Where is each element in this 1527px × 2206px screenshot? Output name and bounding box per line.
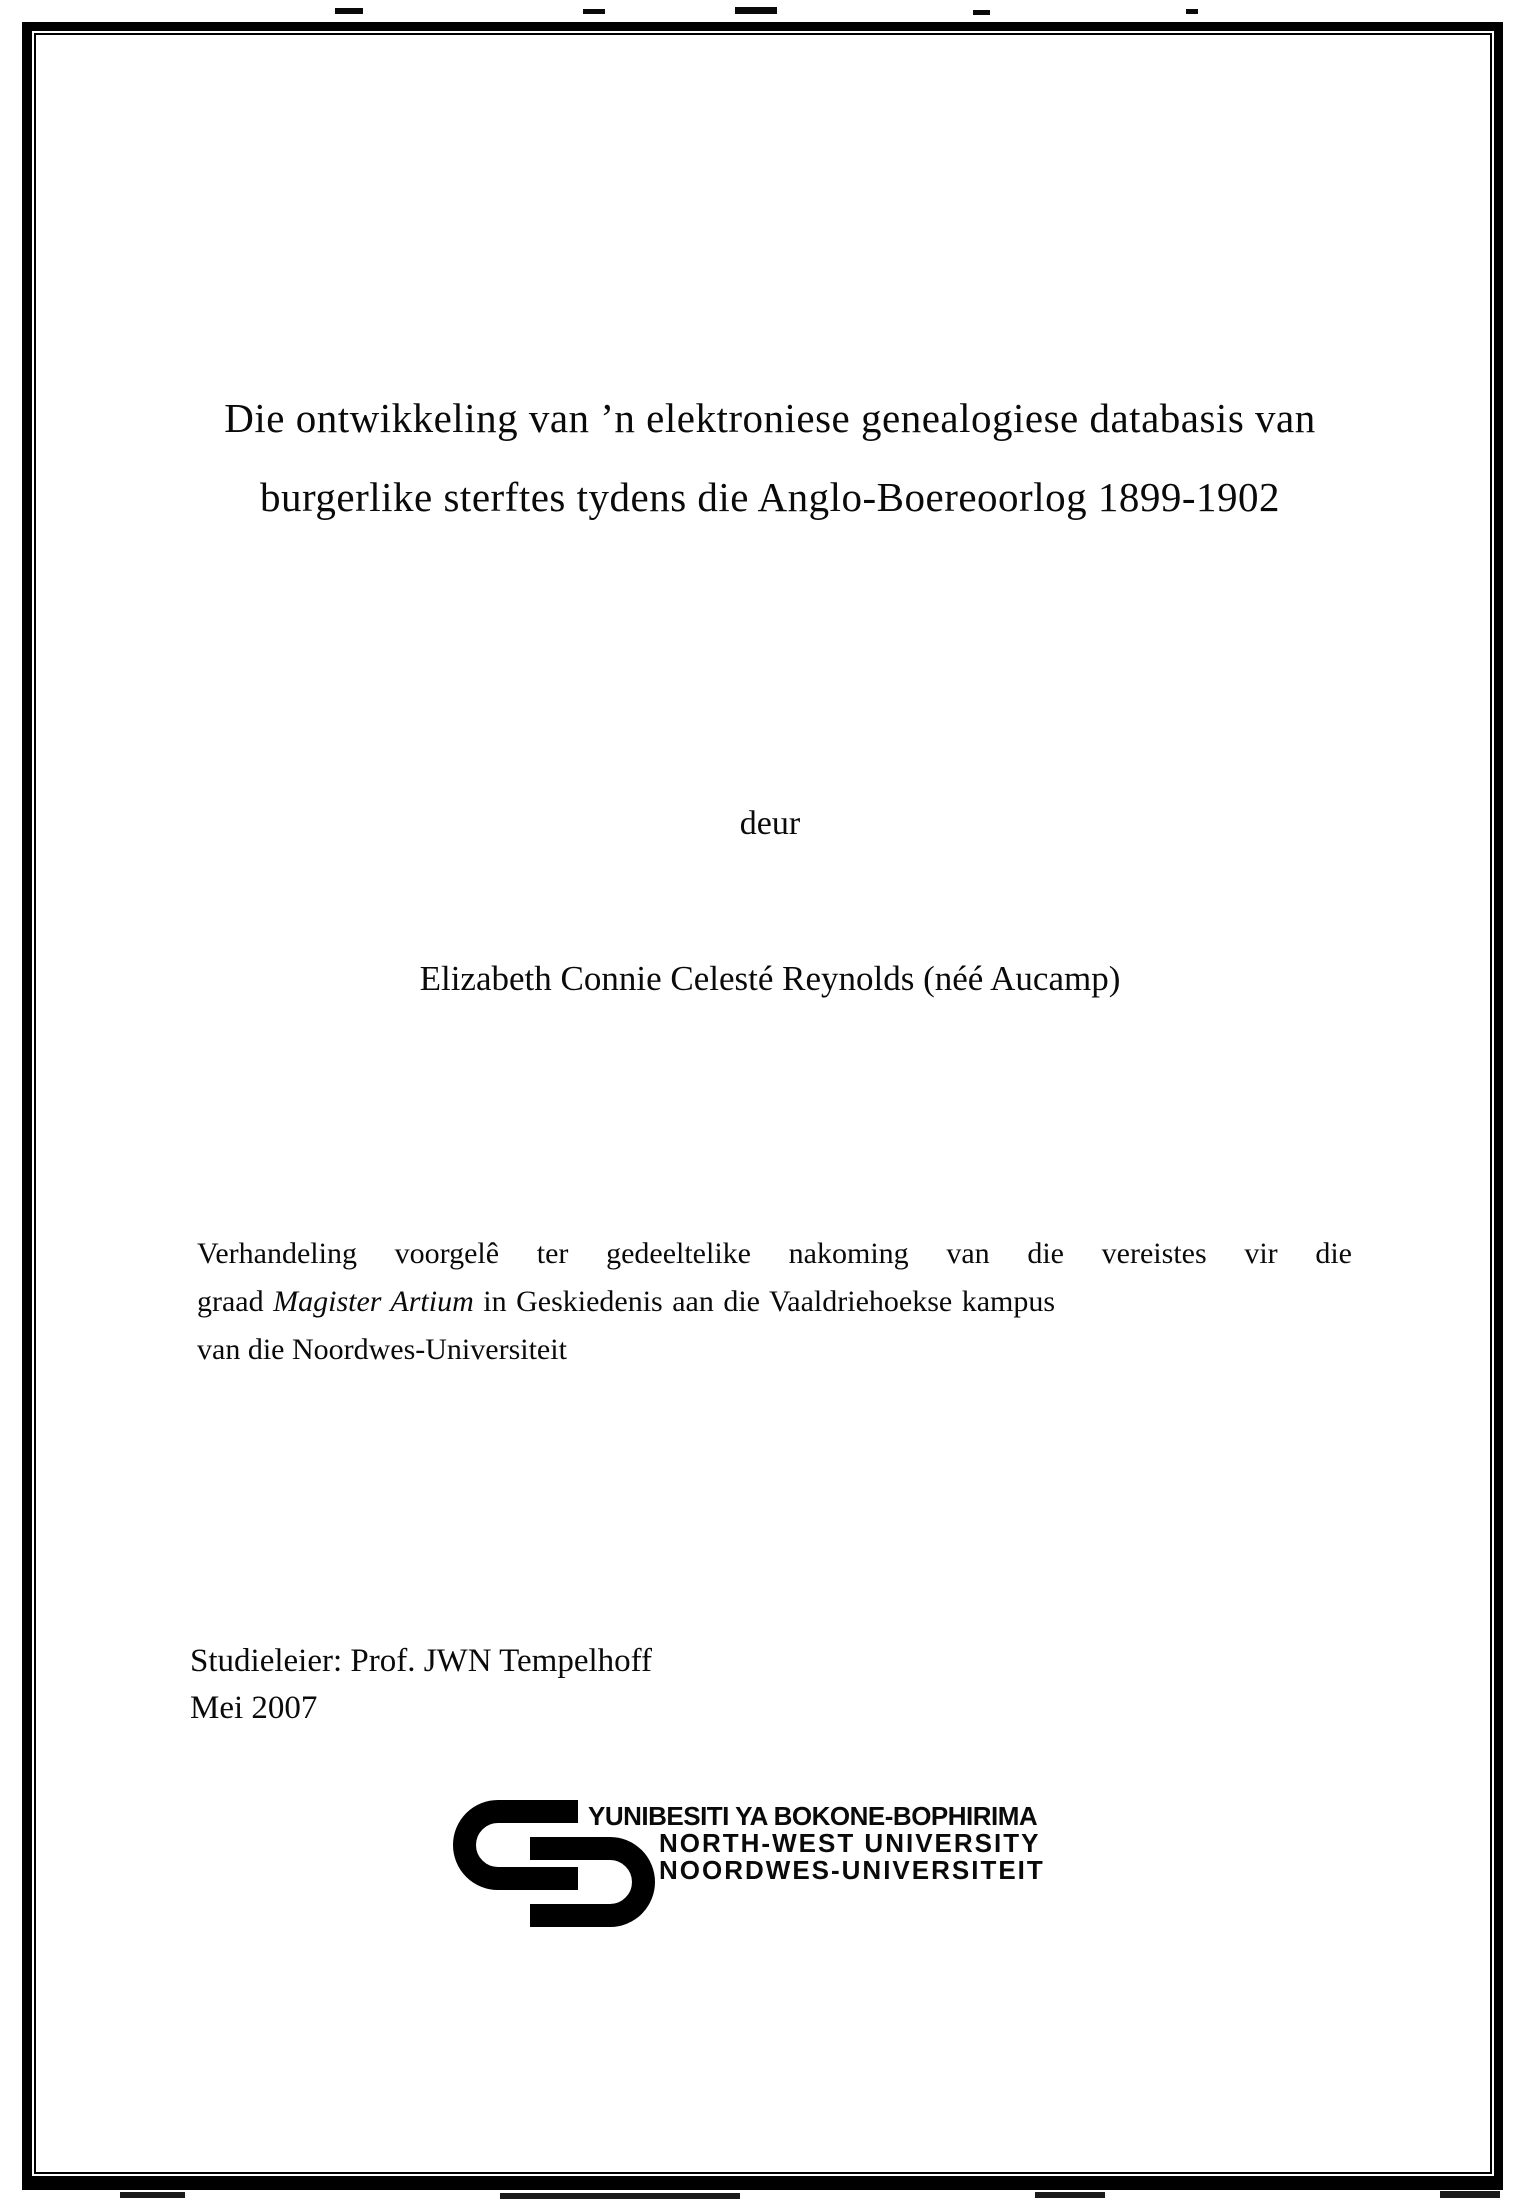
scan-artifact — [335, 8, 363, 14]
declaration-line2 — [197, 1278, 1352, 1326]
declaration-degree-name: Magister Artium — [273, 1285, 474, 1318]
scan-artifact — [973, 10, 990, 15]
university-name-english: NORTH-WEST UNIVERSITY — [659, 1828, 1041, 1858]
declaration-line2-pre: graad — [197, 1285, 274, 1318]
university-wordmark — [588, 1803, 1108, 1884]
thesis-title-line2: burgerlike sterftes tydens die Anglo-Boereoorlog 1899-1902 — [259, 474, 1280, 520]
scan-artifact — [1035, 2192, 1105, 2198]
declaration-line3: van die Noordwes-Universiteit — [197, 1333, 567, 1366]
thesis-title-line1: Die ontwikkeling van ’n elektroniese genealogiese databasis van — [224, 395, 1316, 441]
scan-artifact — [1440, 2191, 1500, 2198]
supervisor-line: Studieleier: Prof. JWN Tempelhoff — [190, 1643, 653, 1679]
date-line: Mei 2007 — [190, 1690, 318, 1726]
degree-declaration — [197, 1230, 1352, 1374]
university-name-afrikaans: NOORDWES-UNIVERSITEIT — [659, 1855, 1045, 1885]
scan-artifact — [735, 7, 777, 14]
byline-deur: deur — [739, 805, 801, 842]
university-name-setswana: YUNIBESITI YA BOKONE-BOPHIRIMA — [588, 1801, 1038, 1831]
author-name: Elizabeth Connie Celesté Reynolds (néé Aucamp) — [419, 959, 1121, 998]
declaration-line2-post: in Geskiedenis aan die Vaaldriehoekse kampus — [473, 1285, 1056, 1318]
scan-artifact — [1186, 9, 1198, 14]
scan-artifact — [500, 2193, 740, 2199]
declaration-line1: Verhandeling voorgelê ter gedeeltelike nakoming van die vereistes vir die — [197, 1237, 1352, 1270]
scan-artifact — [120, 2192, 185, 2198]
supervisor-block — [190, 1638, 652, 1732]
scan-artifact — [583, 9, 605, 14]
